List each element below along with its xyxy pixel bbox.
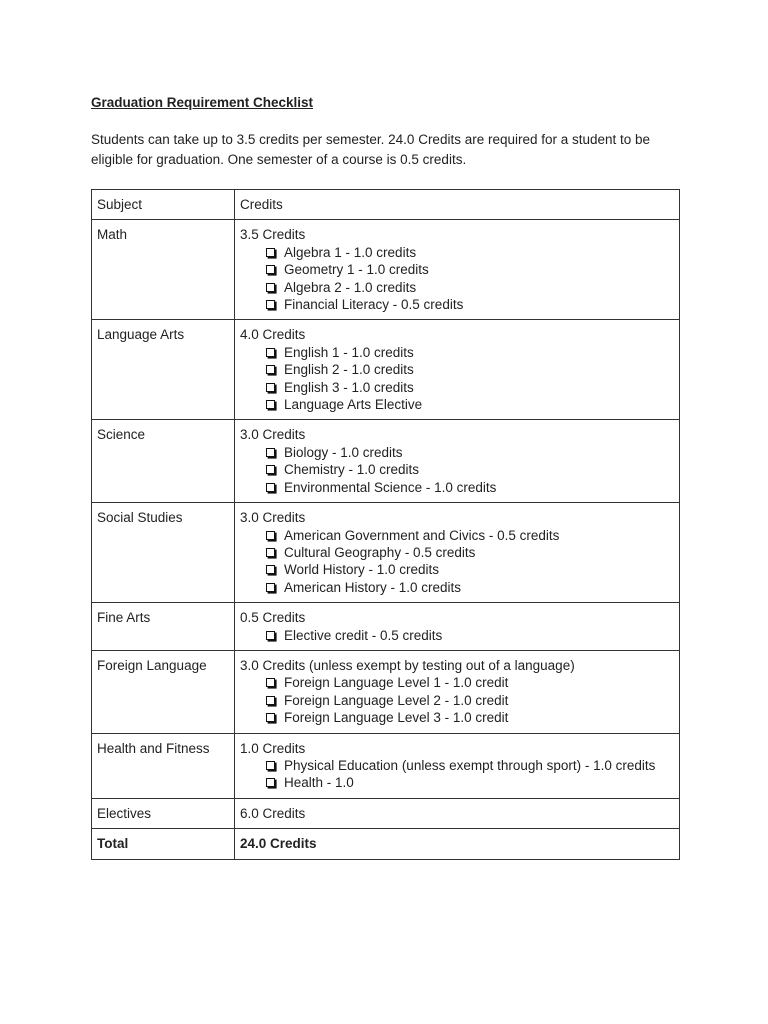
- course-item: [266, 296, 673, 313]
- credits-total: 3.0 Credits: [240, 427, 306, 443]
- checkbox-icon: [266, 300, 275, 309]
- credits-cell: [235, 733, 680, 798]
- table-row: [92, 798, 680, 828]
- subject-cell: Math: [92, 220, 235, 320]
- subject-cell: Electives: [92, 798, 235, 828]
- course-label: Algebra 2 - 1.0 credits: [284, 279, 417, 295]
- table-header-row: [92, 190, 680, 220]
- requirements-table-body: [92, 190, 680, 860]
- course-label: Biology - 1.0 credits: [284, 444, 403, 460]
- credits-total: 6.0 Credits: [240, 805, 306, 821]
- checkbox-icon: [266, 583, 275, 592]
- course-item: [266, 279, 673, 296]
- requirements-table: [91, 189, 680, 860]
- page-title: Graduation Requirement Checklist: [91, 95, 314, 110]
- checkbox-icon: [266, 678, 275, 687]
- course-list: [240, 244, 673, 314]
- course-item: [266, 757, 673, 774]
- credits-cell: [235, 798, 680, 828]
- table-row: [92, 503, 680, 603]
- credits-cell: [235, 650, 680, 733]
- checkbox-icon: [266, 713, 275, 722]
- checkbox-icon: [266, 565, 275, 574]
- checkbox-icon: [266, 383, 275, 392]
- course-item: [266, 561, 673, 578]
- credits-total: 0.5 Credits: [240, 610, 306, 626]
- course-label: Physical Education (unless exempt through sport) - 1.0 credits: [284, 757, 656, 773]
- course-item: [266, 479, 673, 496]
- subject-cell: Fine Arts: [92, 603, 235, 651]
- course-label: English 1 - 1.0 credits: [284, 344, 414, 360]
- course-label: Cultural Geography - 0.5 credits: [284, 544, 476, 560]
- checkbox-icon: [266, 400, 275, 409]
- checkbox-icon: [266, 265, 275, 274]
- course-list: [240, 344, 673, 414]
- checkbox-icon: [266, 778, 275, 787]
- credits-cell: [235, 420, 680, 503]
- subject-cell: Social Studies: [92, 503, 235, 603]
- subject-cell: Foreign Language: [92, 650, 235, 733]
- checkbox-icon: [266, 448, 275, 457]
- course-item: [266, 379, 673, 396]
- table-row: [92, 420, 680, 503]
- course-item: [266, 579, 673, 596]
- course-label: Foreign Language Level 2 - 1.0 credit: [284, 692, 509, 708]
- course-label: Elective credit - 0.5 credits: [284, 627, 443, 643]
- credits-cell: [235, 320, 680, 420]
- checkbox-icon: [266, 365, 275, 374]
- course-label: English 2 - 1.0 credits: [284, 362, 414, 378]
- course-item: [266, 674, 673, 691]
- header-credits: Credits: [235, 190, 680, 220]
- course-item: [266, 444, 673, 461]
- total-row: [92, 829, 680, 859]
- subject-cell: Health and Fitness: [92, 733, 235, 798]
- course-item: [266, 627, 673, 644]
- course-item: [266, 244, 673, 261]
- checkbox-icon: [266, 761, 275, 770]
- checkbox-icon: [266, 631, 275, 640]
- course-list: [240, 444, 673, 496]
- checkbox-icon: [266, 531, 275, 540]
- course-label: Environmental Science - 1.0 credits: [284, 479, 497, 495]
- course-label: Foreign Language Level 1 - 1.0 credit: [284, 675, 509, 691]
- course-label: American History - 1.0 credits: [284, 579, 462, 595]
- document-page: [91, 94, 681, 860]
- course-label: World History - 1.0 credits: [284, 562, 440, 578]
- course-list: [240, 527, 673, 597]
- course-item: [266, 261, 673, 278]
- checkbox-icon: [266, 696, 275, 705]
- course-item: [266, 527, 673, 544]
- credits-cell: [235, 503, 680, 603]
- credits-cell: [235, 220, 680, 320]
- credits-total: 4.0 Credits: [240, 327, 306, 343]
- credits-total: 3.5 Credits: [240, 227, 306, 243]
- course-label: Language Arts Elective: [284, 397, 423, 413]
- course-label: English 3 - 1.0 credits: [284, 379, 414, 395]
- checkbox-icon: [266, 283, 275, 292]
- course-list: [240, 627, 673, 644]
- header-subject: Subject: [92, 190, 235, 220]
- subject-cell: Science: [92, 420, 235, 503]
- course-item: [266, 361, 673, 378]
- course-label: Geometry 1 - 1.0 credits: [284, 262, 429, 278]
- checkbox-icon: [266, 248, 275, 257]
- checkbox-icon: [266, 483, 275, 492]
- table-row: [92, 650, 680, 733]
- course-label: Chemistry - 1.0 credits: [284, 462, 420, 478]
- course-item: [266, 396, 673, 413]
- course-list: [240, 674, 673, 726]
- course-item: [266, 344, 673, 361]
- course-label: Health - 1.0: [284, 775, 354, 791]
- subject-cell: Language Arts: [92, 320, 235, 420]
- intro-paragraph: Students can take up to 3.5 credits per semester. 24.0 Credits are required for a student to be eligible for graduation. One semester of a course is 0.5 credits.: [91, 132, 651, 167]
- credits-total: 3.0 Credits (unless exempt by testing out of a language): [240, 657, 575, 673]
- course-item: [266, 709, 673, 726]
- course-item: [266, 774, 673, 791]
- table-row: [92, 220, 680, 320]
- table-row: [92, 733, 680, 798]
- table-row: [92, 320, 680, 420]
- total-credits: 24.0 Credits: [235, 829, 680, 859]
- credits-total: 3.0 Credits: [240, 510, 306, 526]
- course-item: [266, 692, 673, 709]
- credits-total: 1.0 Credits: [240, 740, 306, 756]
- course-list: [240, 757, 673, 792]
- course-item: [266, 544, 673, 561]
- table-row: [92, 603, 680, 651]
- checkbox-icon: [266, 465, 275, 474]
- course-item: [266, 461, 673, 478]
- checkbox-icon: [266, 348, 275, 357]
- total-label: Total: [92, 829, 235, 859]
- course-label: Foreign Language Level 3 - 1.0 credit: [284, 710, 509, 726]
- checkbox-icon: [266, 548, 275, 557]
- course-label: Financial Literacy - 0.5 credits: [284, 297, 464, 313]
- course-label: American Government and Civics - 0.5 credits: [284, 527, 560, 543]
- credits-cell: [235, 603, 680, 651]
- course-label: Algebra 1 - 1.0 credits: [284, 244, 417, 260]
